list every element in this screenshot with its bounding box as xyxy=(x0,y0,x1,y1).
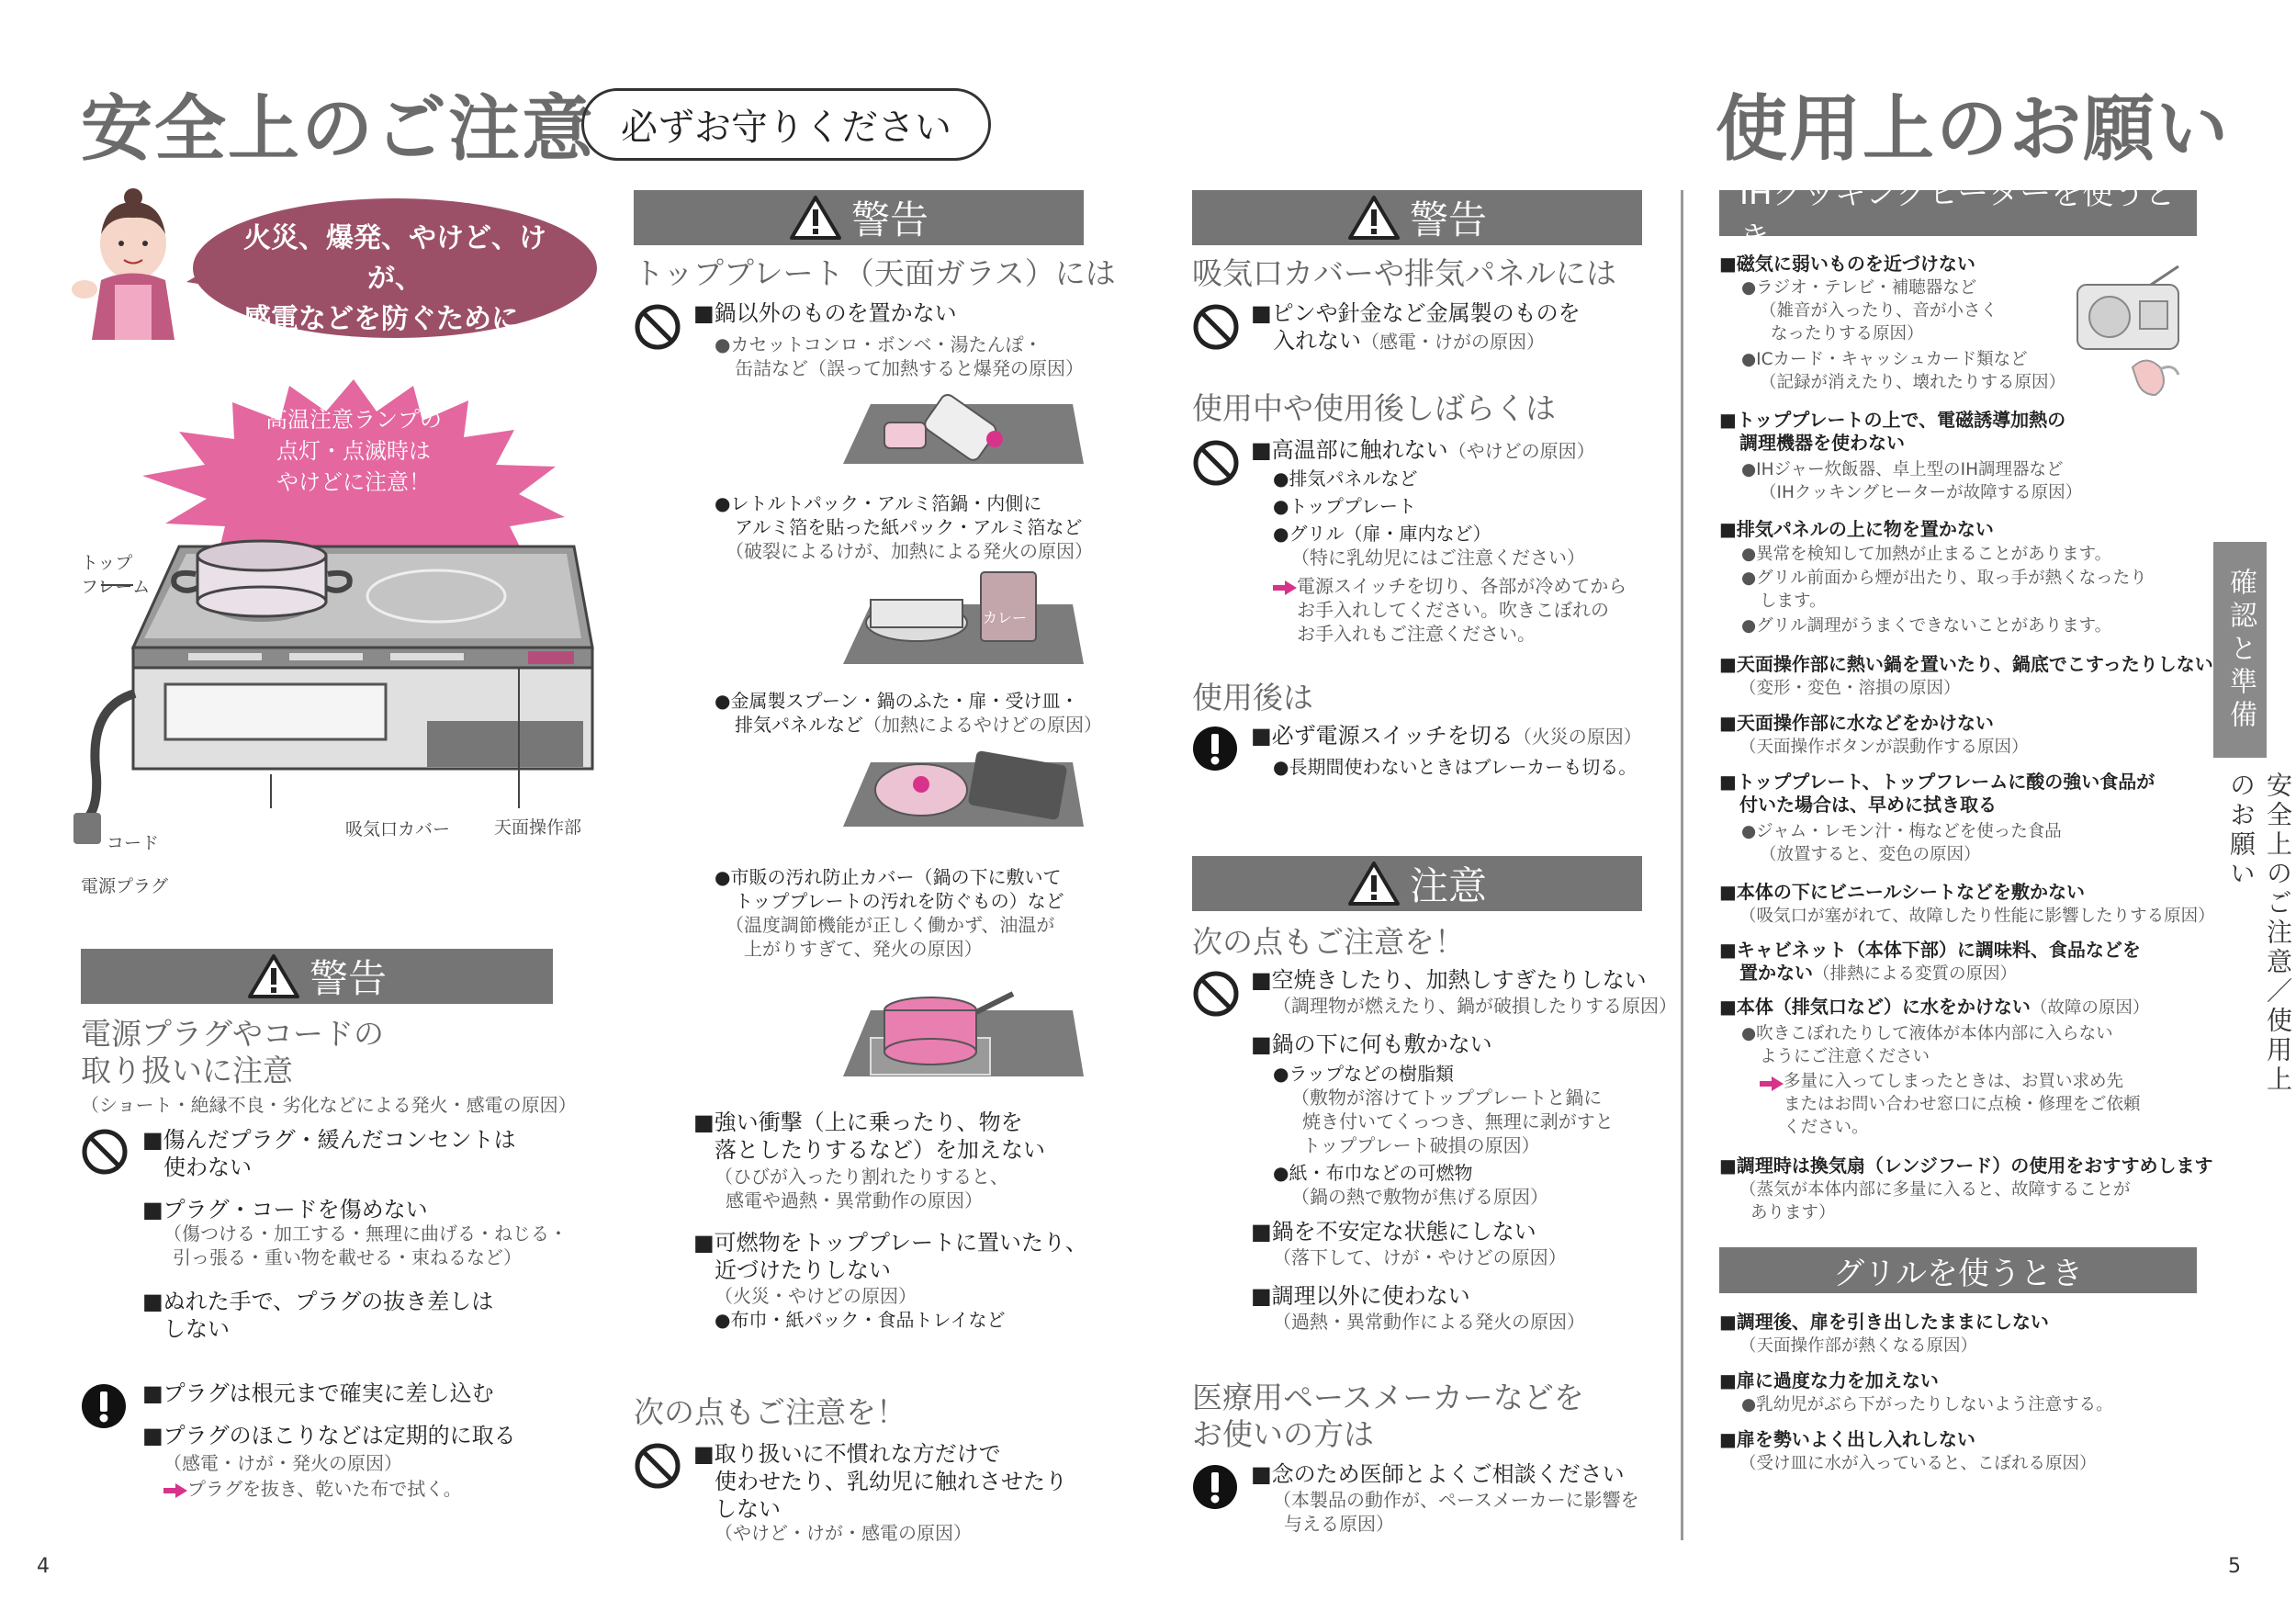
col4-r1e: （記録が消えたり、壊れたりする原因） xyxy=(1760,373,2066,392)
col4-r10a: （蒸気が本体内部に多量に入ると、故障することが xyxy=(1739,1180,2131,1200)
col2-sub-1b: 缶詰など xyxy=(735,357,808,379)
col3-d5: ■鍋を不安定な状態にしない xyxy=(1251,1219,1536,1245)
col1-item-2: ■プラグ・コードを傷めない xyxy=(142,1197,428,1222)
col2-sub-2a: ●レトルトパック・アルミ箔鍋・内側に xyxy=(715,492,1042,514)
prohibited-icon xyxy=(1192,303,1240,351)
col4-g3a: （受け皿に水が入っていると、こぼれる原因） xyxy=(1739,1454,2097,1473)
col4-r10b: あります） xyxy=(1750,1203,1836,1222)
col4-ih-bar: IHクッキングヒーターを使うとき xyxy=(1719,190,2197,236)
prohibited-icon xyxy=(1192,439,1240,487)
intro-bubble-text xyxy=(220,219,569,340)
col3-b5a: 電源スイッチを切り、各部が冷めてから xyxy=(1297,575,1627,597)
col1-warning-bar xyxy=(81,949,553,1004)
gas-can-illustration xyxy=(843,386,1082,468)
col2-item-4d: （やけど・けが・感電の原因） xyxy=(715,1522,972,1544)
col4-r9a: ●吹きこぼれたりして液体が本体内部に入らない xyxy=(1741,1024,2113,1043)
col2-sub-2c: （破裂によるけが、加熱による発火の原因） xyxy=(726,540,1093,562)
col3-d4n: （鍋の熱で敷物が焦げる原因） xyxy=(1291,1186,1548,1208)
col2-sub-3c: （加熱によるやけどの原因） xyxy=(863,714,1102,736)
col4-r2c: ●IHジャー炊飯器、卓上型のIH調理器など xyxy=(1741,460,2064,479)
col3-c2: ●長期間使わないときはブレーカーも切る。 xyxy=(1273,756,1638,778)
col4-r9: ■本体（排気口など）に水をかけない xyxy=(1719,996,2031,1018)
col4-r1: ■磁気に弱いものを近づけない xyxy=(1719,253,1975,275)
col2-sub-1c: （誤って加熱すると爆発の原因） xyxy=(808,357,1084,379)
col4-r3c: します。 xyxy=(1760,591,1827,611)
label-plug: 電源プラグ xyxy=(81,876,169,896)
prohibited-icon xyxy=(81,1128,129,1176)
col1-item-3a: ■ぬれた手で、プラグの抜き差しは xyxy=(142,1289,494,1314)
col3-caution-label: 注意 xyxy=(1409,863,1487,908)
col3-e1b: 与える原因） xyxy=(1284,1513,1394,1535)
col3-heading-4: 次の点もご注意を！ xyxy=(1192,924,1465,960)
side-tab-check-prepare[interactable]: 確認と準備 xyxy=(2213,542,2267,758)
col3-d3: ●ラップなどの樹脂類 xyxy=(1273,1063,1455,1085)
intro-line-1: 火災、爆発、やけど、けが、 xyxy=(243,222,546,295)
retort-pack-label: カレー xyxy=(983,609,1028,626)
caution-triangle-icon xyxy=(1347,861,1401,907)
warning-triangle-icon xyxy=(247,953,300,999)
col2-item-3c: （火災・やけどの原因） xyxy=(715,1285,917,1307)
col4-g1: ■調理後、扉を引き出したままにしない xyxy=(1719,1311,2049,1333)
col4-g2a: ●乳幼児がぶら下がったりしないよう注意する。 xyxy=(1741,1395,2113,1414)
col2-sub-1a: ●カセットコンロ・ボンベ・湯たんぽ・ xyxy=(715,333,1042,355)
prohibited-icon xyxy=(634,1442,681,1490)
col2-item-2c: （ひびが入ったり割れたりすると、 xyxy=(715,1166,1008,1188)
col2-sub-3b: 排気パネルなど xyxy=(735,714,863,736)
col4-r6c: ●ジャム・レモン汁・梅などを使った食品 xyxy=(1741,822,2062,841)
col4-r6b: 付いた場合は、早めに拭き取る xyxy=(1739,794,1997,816)
col4-r4a: （変形・変色・溶損の原因） xyxy=(1739,679,1961,698)
col3-d1n: （調理物が燃えたり、鍋が破損したりする原因） xyxy=(1273,995,1677,1017)
burst-line-3: やけどに注意！ xyxy=(276,469,431,495)
col3-c1-row xyxy=(1251,722,1642,749)
col4-r4: ■天面操作部に熱い鍋を置いたり、鍋底でこすったりしない xyxy=(1719,653,2213,675)
col3-d6: ■調理以外に使わない xyxy=(1251,1283,1470,1309)
col4-g3: ■扉を勢いよく出し入れしない xyxy=(1719,1428,1975,1450)
woman-illustration xyxy=(64,188,207,340)
col2-item-1: ■鍋以外のものを置かない xyxy=(693,300,957,326)
col3-warning-bar xyxy=(1192,190,1642,245)
col3-d5n: （落下して、けが・やけどの原因） xyxy=(1273,1246,1567,1268)
col3-d6n: （過熱・異常動作による発火の原因） xyxy=(1273,1311,1585,1333)
col3-e1a: （本製品の動作が、ペースメーカーに影響を xyxy=(1273,1489,1639,1511)
prohibited-icon xyxy=(1192,970,1240,1018)
col1-item-2-sub-2: 引っ張る・重い物を載せる・束ねるなど） xyxy=(173,1246,522,1268)
col4-r3b: ●グリル前面から煙が出たり、取っ手が熱くなったり xyxy=(1741,569,2147,588)
col4-r9-row xyxy=(1719,995,2149,1020)
col3-heading-1: 吸気口カバーや排気パネルには xyxy=(1192,255,1616,291)
col4-g1a: （天面操作部が熱くなる原因） xyxy=(1739,1336,1978,1356)
col1-item-5-arrow: プラグを抜き、乾いた布で拭く。 xyxy=(187,1478,462,1500)
col3-c1n: （火災の原因） xyxy=(1513,726,1642,748)
column-divider xyxy=(1681,190,1683,1540)
burst-text xyxy=(225,404,482,498)
col2-sub-2b: アルミ箔を貼った紙パック・アルミ箔など xyxy=(735,516,1083,538)
arrow-icon xyxy=(1273,580,1297,595)
prohibited-icon xyxy=(634,303,681,351)
col3-b1-row xyxy=(1251,436,1595,464)
mandatory-icon xyxy=(1192,726,1238,772)
col2-item-2b: 落としたりするなど）を加えない xyxy=(715,1137,1045,1163)
col3-b1: ■高温部に触れない xyxy=(1251,437,1448,463)
col3-a1c: （感電・けがの原因） xyxy=(1361,331,1545,353)
side-section-text: 安全上のご注意／使用上のお願い xyxy=(2226,772,2293,1095)
burst-line-1: 高温注意ランプの xyxy=(265,407,442,433)
col2-sub-4b: トッププレートの汚れを防ぐもの）など xyxy=(735,890,1064,912)
arrow-icon xyxy=(163,1483,187,1498)
col2-item-2a: ■強い衝撃（上に乗ったり、物を xyxy=(693,1110,1023,1135)
col4-r2b: 調理機器を使わない xyxy=(1739,432,1905,454)
col1-item-5: ■プラグのほこりなどは定期的に取る xyxy=(142,1423,516,1448)
col4-r9d: またはお問い合わせ窓口に点検・修理をご依頼 xyxy=(1784,1095,2141,1114)
page-number-right: 5 xyxy=(2228,1555,2241,1578)
col2-item-4c: しない xyxy=(715,1496,781,1522)
col4-r6d: （放置すると、変色の原因） xyxy=(1760,845,1981,864)
col4-r1b: （雑音が入ったり、音が小さく xyxy=(1760,301,1998,321)
col4-r9b: ようにご注意ください xyxy=(1760,1047,1930,1066)
col1-heading-2: 取り扱いに注意 xyxy=(81,1053,293,1088)
col4-r10: ■調理時は換気扇（レンジフード）の使用をおすすめします xyxy=(1719,1155,2213,1177)
col2-item-3b: 近づけたりしない xyxy=(715,1257,891,1283)
col4-r7: ■本体の下にビニールシートなどを敷かない xyxy=(1719,881,2085,903)
col3-b2: ●排気パネルなど xyxy=(1273,468,1418,490)
col3-b5c: お手入れもご注意ください。 xyxy=(1297,623,1536,645)
col3-b4n: （特に乳幼児にはご注意ください） xyxy=(1291,546,1585,569)
col3-caution-bar xyxy=(1192,856,1642,911)
col3-a1-row xyxy=(1273,327,1545,355)
page-number-left: 4 xyxy=(37,1555,50,1578)
col2-sub-4c: （温度調節機能が正しく働かず、油温が xyxy=(726,914,1055,936)
col4-r7a: （吸気口が塞がれて、故障したり性能に影響したりする原因） xyxy=(1739,907,2215,926)
pan-on-cover-illustration xyxy=(843,974,1082,1079)
col3-c1: ■必ず電源スイッチを切る xyxy=(1251,723,1514,749)
col1-note: （ショート・絶縁不良・劣化などによる発火・感電の原因） xyxy=(81,1094,577,1116)
col3-e1: ■念のため医師とよくご相談ください xyxy=(1251,1461,1625,1487)
col4-r9e: ください。 xyxy=(1784,1118,1869,1137)
col2-sub-4d: 上がりすぎて、発火の原因） xyxy=(744,938,983,960)
label-cord: コード xyxy=(107,833,160,853)
col1-item-5-sub: （感電・けが・発火の原因） xyxy=(163,1452,402,1474)
warning-triangle-icon xyxy=(1347,195,1401,241)
col1-warning-label: 警告 xyxy=(309,956,387,1001)
col3-d3c: トッププレート破損の原因） xyxy=(1302,1134,1540,1156)
col2-sub-4a: ●市販の汚れ防止カバー（鍋の下に敷いて xyxy=(715,866,1062,888)
col3-heading-3: 使用後は xyxy=(1192,680,1313,715)
col3-heading-2: 使用中や使用後しばらくは xyxy=(1192,390,1556,426)
col2-item-4a: ■取り扱いに不慣れな方だけで xyxy=(693,1441,1001,1467)
col1-item-2-sub-1: （傷つける・加工する・無理に曲げる・ねじる・ xyxy=(163,1222,568,1245)
col4-r2a: ■トッププレートの上で、電磁誘導加熱の xyxy=(1719,409,2066,431)
col4-r8-row xyxy=(1739,961,2017,986)
col1-item-1a: ■傷んだプラグ・緩んだコンセントは xyxy=(142,1127,516,1153)
intro-line-2: 感電などを防ぐために… xyxy=(243,303,546,335)
col4-r9n: （故障の原因） xyxy=(2030,998,2150,1018)
col4-r1d: ●ICカード・キャッシュカード類など xyxy=(1741,350,2028,369)
col4-r8b: 置かない xyxy=(1739,962,1813,984)
page-title-safety: 安全上のご注意 xyxy=(81,88,596,171)
warning-triangle-icon xyxy=(789,195,842,241)
col4-r9c: 多量に入ってしまったときは、お買い求め先 xyxy=(1784,1072,2124,1091)
col4-r8a: ■キャビネット（本体下部）に調味料、食品などを xyxy=(1719,939,2141,961)
col2-sub-3-row xyxy=(735,713,1102,737)
col4-r3d: ●グリル調理がうまくできないことがあります。 xyxy=(1741,616,2112,636)
label-intake-cover: 吸気口カバー xyxy=(345,819,451,839)
col2-item-3a: ■可燃物をトッププレートに置いたり、 xyxy=(693,1230,1087,1256)
must-follow-pill: 必ずお守りください xyxy=(581,88,991,161)
col2-sub-1-row xyxy=(735,356,1084,380)
col4-r1c: なったりする原因） xyxy=(1771,324,1924,344)
col3-b1n: （やけどの原因） xyxy=(1447,440,1595,462)
col4-r5a: （天面操作ボタンが誤動作する原因） xyxy=(1739,738,2029,757)
col3-d4: ●紙・布巾などの可燃物 xyxy=(1273,1162,1473,1184)
col3-a1a: ■ピンや針金など金属製のものを xyxy=(1251,300,1581,326)
col2-item-4b: 使わせたり、乳幼児に触れさせたり xyxy=(715,1469,1067,1494)
col2-warning-label: 警告 xyxy=(850,197,929,242)
col3-heading-5b: お使いの方は xyxy=(1192,1416,1374,1452)
page-title-usage: 使用上のお願い xyxy=(1716,88,2231,171)
label-top-frame-1: トップ xyxy=(81,553,133,573)
label-top-frame xyxy=(81,551,150,599)
col4-g2: ■扉に過度な力を加えない xyxy=(1719,1369,1939,1391)
col3-b5b: お手入れしてください。吹きこぼれの xyxy=(1297,599,1609,621)
col2-heading: トッププレート（天面ガラス）には xyxy=(634,255,1116,291)
col4-grill-bar: グリルを使うとき xyxy=(1719,1247,2197,1293)
col3-a1b: 入れない xyxy=(1273,328,1361,354)
col2-heading-2: 次の点もご注意を！ xyxy=(634,1394,906,1430)
retort-pack-illustration xyxy=(843,568,1082,669)
ih-cooktop-illustration xyxy=(78,537,592,854)
col1-item-1b: 使わない xyxy=(163,1155,252,1180)
col3-b3: ●トッププレート xyxy=(1273,495,1417,517)
col2-warning-bar xyxy=(634,190,1084,245)
col3-warning-label: 警告 xyxy=(1409,197,1487,242)
col1-item-4: ■プラグは根元まで確実に差し込む xyxy=(142,1380,494,1406)
label-top-frame-2: フレーム xyxy=(81,577,151,597)
label-top-panel: 天面操作部 xyxy=(494,817,582,838)
col1-item-3b: しない xyxy=(163,1316,230,1342)
metal-lid-illustration xyxy=(843,744,1082,836)
col3-d2: ■鍋の下に何も敷かない xyxy=(1251,1031,1492,1057)
col2-item-3d: ●布巾・紙パック・食品トレイなど xyxy=(715,1309,1006,1331)
radio-hearing-aid-illustration xyxy=(2068,266,2197,404)
col4-r1a: ●ラジオ・テレビ・補聴器など xyxy=(1741,278,1977,298)
col2-item-2d: 感電や過熱・異常動作の原因） xyxy=(726,1189,983,1211)
col1-heading-1: 電源プラグやコードの xyxy=(81,1016,384,1052)
col4-r5: ■天面操作部に水などをかけない xyxy=(1719,712,1994,734)
mandatory-icon xyxy=(81,1383,127,1429)
col4-r6a: ■トッププレート、トップフレームに酸の強い食品が xyxy=(1719,771,2155,793)
col3-heading-5a: 医療用ペースメーカーなどを xyxy=(1192,1380,1584,1415)
col3-d3b: 焼き付いてくっつき、無理に剥がすと xyxy=(1302,1110,1614,1132)
col4-r3: ■排気パネルの上に物を置かない xyxy=(1719,518,1994,540)
col4-r8c: （排熱による変質の原因） xyxy=(1813,964,2018,984)
col3-d1: ■空焼きしたり、加熱しすぎたりしない xyxy=(1251,967,1647,993)
col3-b4: ●グリル（扉・庫内など） xyxy=(1273,523,1491,545)
col2-sub-3a: ●金属製スプーン・鍋のふた・扉・受け皿・ xyxy=(715,690,1079,712)
arrow-icon xyxy=(1760,1076,1784,1091)
col3-d3a: （敷物が溶けてトッププレートと鍋に xyxy=(1291,1087,1603,1109)
mandatory-icon xyxy=(1192,1464,1238,1510)
col4-r3a: ●異常を検知して加熱が止まることがあります。 xyxy=(1741,545,2112,564)
burst-line-2: 点灯・点滅時は xyxy=(276,438,431,464)
col4-r2d: （IHクッキングヒーターが故障する原因） xyxy=(1760,483,2083,502)
